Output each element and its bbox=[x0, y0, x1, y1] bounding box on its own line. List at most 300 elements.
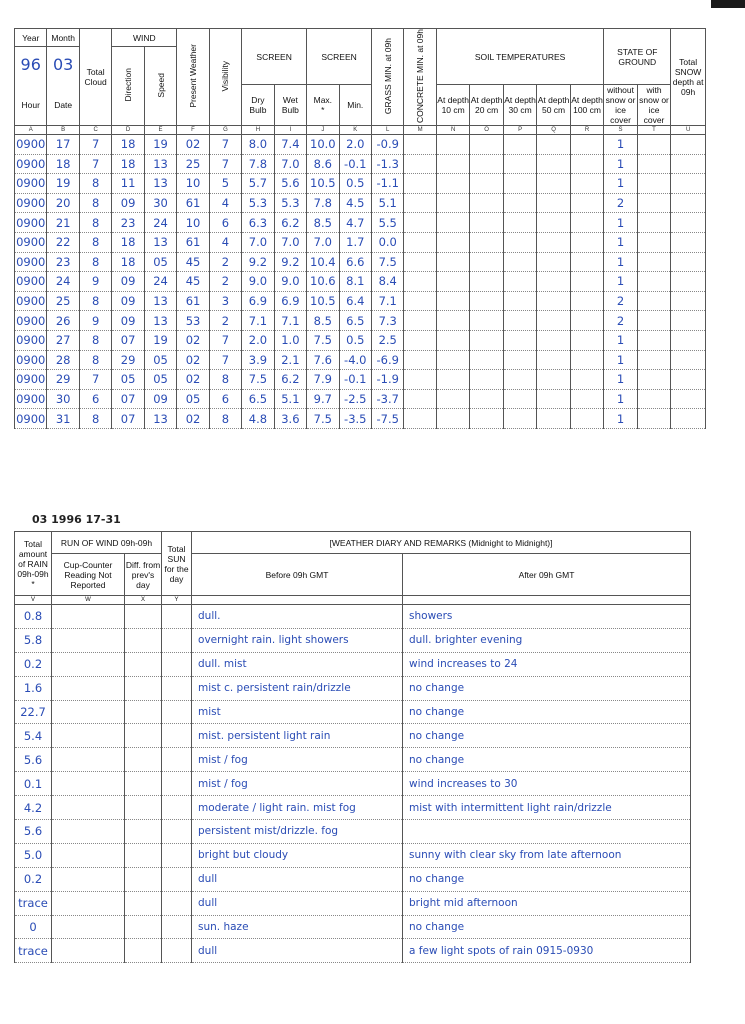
hour-header: Hour bbox=[15, 85, 47, 126]
column-letter: R bbox=[570, 126, 604, 135]
cell-date: 24 bbox=[47, 272, 79, 292]
cell-dry: 9.2 bbox=[242, 252, 274, 272]
empty-cell bbox=[125, 652, 162, 676]
empty-cell bbox=[470, 272, 503, 292]
observation-row bbox=[15, 330, 706, 350]
empty-cell bbox=[570, 174, 604, 194]
column-letter: O bbox=[470, 126, 503, 135]
cell-dry: 6.5 bbox=[242, 389, 274, 409]
cell-after: no change bbox=[403, 700, 691, 724]
empty-cell bbox=[436, 330, 469, 350]
empty-cell bbox=[125, 915, 162, 939]
soil-temps-header: SOIL TEMPERATURES bbox=[436, 29, 603, 85]
empty-cell bbox=[470, 232, 503, 252]
soil-depth-20: At depth 20 cm bbox=[470, 85, 503, 126]
cell-max: 8.5 bbox=[307, 213, 339, 233]
observation-row bbox=[15, 409, 706, 429]
column-letter: S bbox=[604, 126, 637, 135]
cell-hour: 0900 bbox=[15, 232, 47, 252]
cell-dir: 07 bbox=[112, 409, 144, 429]
cell-max: 7.9 bbox=[307, 370, 339, 390]
cell-rain: trace bbox=[15, 939, 52, 963]
min-header: Min. bbox=[339, 85, 371, 126]
empty-cell bbox=[436, 370, 469, 390]
cell-after: wind increases to 30 bbox=[403, 772, 691, 796]
empty-cell bbox=[671, 272, 706, 292]
empty-cell bbox=[570, 213, 604, 233]
cell-hour: 0900 bbox=[15, 174, 47, 194]
cell-speed: 13 bbox=[144, 174, 176, 194]
diff-header: Diff. from prev's day bbox=[125, 554, 162, 596]
cell-vis: 2 bbox=[209, 272, 241, 292]
cell-ground: 1 bbox=[604, 370, 637, 390]
empty-cell bbox=[404, 232, 436, 252]
empty-cell bbox=[162, 820, 192, 844]
diary-row bbox=[15, 676, 691, 700]
cell-date: 22 bbox=[47, 232, 79, 252]
cell-date: 21 bbox=[47, 213, 79, 233]
cell-ground: 1 bbox=[604, 330, 637, 350]
empty-cell bbox=[162, 700, 192, 724]
cell-before: bright but cloudy bbox=[192, 843, 403, 867]
cell-rain: 5.6 bbox=[15, 748, 52, 772]
empty-cell bbox=[162, 796, 192, 820]
cell-speed: 30 bbox=[144, 193, 176, 213]
empty-cell bbox=[162, 748, 192, 772]
cell-wet: 9.2 bbox=[274, 252, 306, 272]
observation-row bbox=[15, 154, 706, 174]
observation-row bbox=[15, 213, 706, 233]
cell-speed: 05 bbox=[144, 350, 176, 370]
diary-row bbox=[15, 939, 691, 963]
cell-dir: 18 bbox=[112, 252, 144, 272]
cell-max: 7.6 bbox=[307, 350, 339, 370]
empty-cell bbox=[637, 252, 670, 272]
empty-cell bbox=[162, 605, 192, 629]
empty-cell bbox=[52, 772, 125, 796]
visibility-header: Visibility bbox=[209, 29, 241, 126]
empty-cell bbox=[637, 213, 670, 233]
month-value: 03 bbox=[47, 47, 79, 85]
empty-cell bbox=[570, 154, 604, 174]
empty-cell bbox=[404, 291, 436, 311]
empty-cell bbox=[637, 311, 670, 331]
cell-cloud: 8 bbox=[79, 291, 111, 311]
empty-cell bbox=[470, 330, 503, 350]
cell-pw: 61 bbox=[177, 291, 209, 311]
cell-min: 6.6 bbox=[339, 252, 371, 272]
empty-cell bbox=[125, 628, 162, 652]
cell-dir: 18 bbox=[112, 232, 144, 252]
cell-dry: 7.5 bbox=[242, 370, 274, 390]
cell-date: 17 bbox=[47, 135, 79, 155]
run-of-wind-header: RUN OF WIND 09h-09h bbox=[52, 532, 162, 554]
empty-cell bbox=[470, 409, 503, 429]
empty-cell bbox=[503, 370, 536, 390]
cell-dry: 7.0 bbox=[242, 232, 274, 252]
empty-cell bbox=[503, 291, 536, 311]
empty-cell bbox=[162, 939, 192, 963]
cell-grass: 7.5 bbox=[372, 252, 404, 272]
cell-hour: 0900 bbox=[15, 330, 47, 350]
empty-cell bbox=[162, 652, 192, 676]
total-rain-header: Total amount of RAIN 09h-09h * bbox=[15, 532, 52, 596]
empty-cell bbox=[436, 154, 469, 174]
cell-dir: 07 bbox=[112, 330, 144, 350]
cell-after: no change bbox=[403, 867, 691, 891]
cell-cloud: 8 bbox=[79, 232, 111, 252]
soil-depth-30: At depth 30 cm bbox=[503, 85, 536, 126]
empty-cell bbox=[404, 193, 436, 213]
cell-max: 10.5 bbox=[307, 291, 339, 311]
cell-hour: 0900 bbox=[15, 193, 47, 213]
cell-grass: -1.9 bbox=[372, 370, 404, 390]
empty-cell bbox=[570, 272, 604, 292]
empty-cell bbox=[470, 291, 503, 311]
cell-vis: 5 bbox=[209, 174, 241, 194]
cell-after: dull. brighter evening bbox=[403, 628, 691, 652]
cell-dir: 18 bbox=[112, 154, 144, 174]
empty-cell bbox=[125, 820, 162, 844]
empty-cell bbox=[162, 676, 192, 700]
cell-before: sun. haze bbox=[192, 915, 403, 939]
empty-cell bbox=[637, 272, 670, 292]
cell-hour: 0900 bbox=[15, 291, 47, 311]
cell-rain: 0.2 bbox=[15, 652, 52, 676]
empty-cell bbox=[671, 213, 706, 233]
cell-vis: 4 bbox=[209, 193, 241, 213]
empty-cell bbox=[436, 252, 469, 272]
empty-cell bbox=[162, 772, 192, 796]
column-letter: D bbox=[112, 126, 144, 135]
cell-speed: 13 bbox=[144, 291, 176, 311]
cell-min: 2.0 bbox=[339, 135, 371, 155]
cell-max: 8.6 bbox=[307, 154, 339, 174]
cell-dir: 23 bbox=[112, 213, 144, 233]
cell-before: persistent mist/drizzle. fog bbox=[192, 820, 403, 844]
empty-cell bbox=[570, 193, 604, 213]
cell-speed: 24 bbox=[144, 213, 176, 233]
cell-before: mist bbox=[192, 700, 403, 724]
cell-cloud: 8 bbox=[79, 193, 111, 213]
cell-dir: 05 bbox=[112, 370, 144, 390]
empty-cell bbox=[52, 843, 125, 867]
year-value: 96 bbox=[15, 47, 47, 85]
cell-cloud: 8 bbox=[79, 252, 111, 272]
column-letter: A bbox=[15, 126, 47, 135]
cell-dry: 9.0 bbox=[242, 272, 274, 292]
cell-rain: 0.2 bbox=[15, 867, 52, 891]
diary-row bbox=[15, 867, 691, 891]
cell-rain: trace bbox=[15, 891, 52, 915]
cell-rain: 0 bbox=[15, 915, 52, 939]
observation-row bbox=[15, 389, 706, 409]
cell-hour: 0900 bbox=[15, 350, 47, 370]
cell-wet: 6.9 bbox=[274, 291, 306, 311]
empty-cell bbox=[671, 232, 706, 252]
empty-cell bbox=[125, 605, 162, 629]
empty-cell bbox=[503, 409, 536, 429]
empty-cell bbox=[52, 700, 125, 724]
cell-hour: 0900 bbox=[15, 311, 47, 331]
cell-hour: 0900 bbox=[15, 154, 47, 174]
cell-pw: 10 bbox=[177, 213, 209, 233]
cell-cloud: 7 bbox=[79, 154, 111, 174]
cell-date: 25 bbox=[47, 291, 79, 311]
cell-max: 10.5 bbox=[307, 174, 339, 194]
cell-cloud: 9 bbox=[79, 272, 111, 292]
empty-cell bbox=[436, 311, 469, 331]
cell-hour: 0900 bbox=[15, 135, 47, 155]
empty-cell bbox=[404, 135, 436, 155]
empty-cell bbox=[404, 154, 436, 174]
empty-cell bbox=[436, 272, 469, 292]
cell-dry: 8.0 bbox=[242, 135, 274, 155]
diary-row bbox=[15, 772, 691, 796]
cell-wet: 1.0 bbox=[274, 330, 306, 350]
cell-vis: 6 bbox=[209, 213, 241, 233]
cell-rain: 4.2 bbox=[15, 796, 52, 820]
empty-cell bbox=[470, 370, 503, 390]
diary-header: [WEATHER DIARY AND REMARKS (Midnight to Midnight)] bbox=[192, 532, 691, 554]
observation-row bbox=[15, 252, 706, 272]
cell-wet: 7.0 bbox=[274, 232, 306, 252]
cell-after: no change bbox=[403, 676, 691, 700]
without-snow-header: without snow or ice cover bbox=[605, 85, 636, 125]
cell-max: 8.5 bbox=[307, 311, 339, 331]
diary-row bbox=[15, 628, 691, 652]
cell-dir: 09 bbox=[112, 272, 144, 292]
empty-cell bbox=[125, 867, 162, 891]
year-header: Year bbox=[15, 29, 47, 47]
empty-cell bbox=[436, 409, 469, 429]
cell-rain: 0.1 bbox=[15, 772, 52, 796]
empty-cell bbox=[52, 652, 125, 676]
cell-speed: 05 bbox=[144, 252, 176, 272]
cell-dry: 2.0 bbox=[242, 330, 274, 350]
cell-pw: 61 bbox=[177, 193, 209, 213]
cell-date: 26 bbox=[47, 311, 79, 331]
cell-pw: 02 bbox=[177, 330, 209, 350]
cell-grass: 5.1 bbox=[372, 193, 404, 213]
empty-cell bbox=[436, 291, 469, 311]
soil-depth-100: At depth 100 cm bbox=[570, 85, 604, 126]
cell-cloud: 7 bbox=[79, 370, 111, 390]
cell-max: 7.5 bbox=[307, 409, 339, 429]
column-letter: M bbox=[404, 126, 436, 135]
cell-pw: 45 bbox=[177, 252, 209, 272]
empty-cell bbox=[503, 252, 536, 272]
cell-min: 8.1 bbox=[339, 272, 371, 292]
cell-dry: 5.3 bbox=[242, 193, 274, 213]
diary-row bbox=[15, 724, 691, 748]
cell-hour: 0900 bbox=[15, 272, 47, 292]
cell-after: wind increases to 24 bbox=[403, 652, 691, 676]
diary-row bbox=[15, 748, 691, 772]
cell-vis: 6 bbox=[209, 389, 241, 409]
empty-cell bbox=[162, 915, 192, 939]
empty-cell bbox=[637, 193, 670, 213]
column-letter: U bbox=[671, 126, 706, 135]
empty-cell bbox=[503, 213, 536, 233]
cell-speed: 13 bbox=[144, 311, 176, 331]
column-letter: G bbox=[209, 126, 241, 135]
cell-after: no change bbox=[403, 748, 691, 772]
cell-dry: 4.8 bbox=[242, 409, 274, 429]
empty-cell bbox=[52, 915, 125, 939]
column-letter: K bbox=[339, 126, 371, 135]
column-letter: J bbox=[307, 126, 339, 135]
cell-date: 20 bbox=[47, 193, 79, 213]
empty-cell bbox=[671, 350, 706, 370]
empty-cell bbox=[125, 772, 162, 796]
empty-cell bbox=[537, 350, 570, 370]
empty-cell bbox=[503, 174, 536, 194]
column-letter: Q bbox=[537, 126, 570, 135]
empty-cell bbox=[503, 330, 536, 350]
cell-date: 29 bbox=[47, 370, 79, 390]
empty-cell bbox=[503, 272, 536, 292]
column-letter: N bbox=[436, 126, 469, 135]
empty-cell bbox=[404, 409, 436, 429]
cell-pw: 02 bbox=[177, 135, 209, 155]
empty-cell bbox=[537, 174, 570, 194]
empty-cell bbox=[637, 409, 670, 429]
diary-row bbox=[15, 796, 691, 820]
cell-dir: 11 bbox=[112, 174, 144, 194]
observation-row bbox=[15, 272, 706, 292]
observation-row bbox=[15, 370, 706, 390]
cell-pw: 02 bbox=[177, 350, 209, 370]
cell-grass: -6.9 bbox=[372, 350, 404, 370]
empty-cell bbox=[570, 252, 604, 272]
cell-grass: -0.9 bbox=[372, 135, 404, 155]
empty-cell bbox=[125, 676, 162, 700]
wet-bulb-header: Wet Bulb bbox=[274, 85, 306, 126]
cell-rain: 5.6 bbox=[15, 820, 52, 844]
diary-row bbox=[15, 843, 691, 867]
observation-row bbox=[15, 291, 706, 311]
cell-wet: 7.4 bbox=[274, 135, 306, 155]
column-letter: V bbox=[15, 596, 52, 605]
empty-cell bbox=[671, 330, 706, 350]
empty-cell bbox=[404, 370, 436, 390]
empty-cell bbox=[671, 135, 706, 155]
empty-cell bbox=[503, 193, 536, 213]
cell-grass: -1.1 bbox=[372, 174, 404, 194]
total-sun-header: Total SUN for the day bbox=[162, 532, 192, 596]
cell-max: 7.5 bbox=[307, 330, 339, 350]
cell-grass: 5.5 bbox=[372, 213, 404, 233]
empty-cell bbox=[162, 867, 192, 891]
cell-dir: 18 bbox=[112, 135, 144, 155]
cell-vis: 8 bbox=[209, 409, 241, 429]
cell-min: -3.5 bbox=[339, 409, 371, 429]
cell-grass: -3.7 bbox=[372, 389, 404, 409]
cell-vis: 7 bbox=[209, 330, 241, 350]
cell-dry: 6.3 bbox=[242, 213, 274, 233]
cell-rain: 22.7 bbox=[15, 700, 52, 724]
empty-cell bbox=[436, 232, 469, 252]
empty-cell bbox=[537, 252, 570, 272]
empty-cell bbox=[537, 213, 570, 233]
empty-cell bbox=[470, 135, 503, 155]
cell-after: a few light spots of rain 0915-0930 bbox=[403, 939, 691, 963]
empty-cell bbox=[570, 232, 604, 252]
cell-wet: 5.3 bbox=[274, 193, 306, 213]
cell-rain: 5.0 bbox=[15, 843, 52, 867]
cell-cloud: 8 bbox=[79, 330, 111, 350]
cell-wet: 7.1 bbox=[274, 311, 306, 331]
column-letter: X bbox=[125, 596, 162, 605]
observation-row bbox=[15, 311, 706, 331]
cell-before: dull bbox=[192, 867, 403, 891]
cell-vis: 3 bbox=[209, 291, 241, 311]
total-cloud-header: Total Cloud bbox=[79, 29, 111, 126]
empty-cell bbox=[470, 213, 503, 233]
cell-date: 31 bbox=[47, 409, 79, 429]
month-header: Month bbox=[47, 29, 79, 47]
cell-pw: 10 bbox=[177, 174, 209, 194]
cell-max: 7.0 bbox=[307, 232, 339, 252]
column-letter: E bbox=[144, 126, 176, 135]
cell-vis: 4 bbox=[209, 232, 241, 252]
diary-row bbox=[15, 700, 691, 724]
diary-row bbox=[15, 891, 691, 915]
column-letter: W bbox=[52, 596, 125, 605]
cell-speed: 09 bbox=[144, 389, 176, 409]
period-label: 03 1996 17-31 bbox=[32, 513, 121, 526]
cell-dry: 7.1 bbox=[242, 311, 274, 331]
empty-cell bbox=[470, 174, 503, 194]
column-letter bbox=[192, 596, 403, 605]
cell-max: 7.8 bbox=[307, 193, 339, 213]
empty-cell bbox=[503, 135, 536, 155]
empty-cell bbox=[671, 311, 706, 331]
diary-row bbox=[15, 820, 691, 844]
empty-cell bbox=[671, 154, 706, 174]
cell-min: -4.0 bbox=[339, 350, 371, 370]
cell-grass: 7.3 bbox=[372, 311, 404, 331]
empty-cell bbox=[503, 389, 536, 409]
empty-cell bbox=[637, 232, 670, 252]
screen-header-1: SCREEN bbox=[242, 29, 307, 85]
empty-cell bbox=[537, 154, 570, 174]
cell-ground: 1 bbox=[604, 174, 637, 194]
cell-dir: 09 bbox=[112, 291, 144, 311]
cell-speed: 13 bbox=[144, 154, 176, 174]
cell-max: 9.7 bbox=[307, 389, 339, 409]
cell-grass: 7.1 bbox=[372, 291, 404, 311]
empty-cell bbox=[404, 174, 436, 194]
empty-cell bbox=[404, 252, 436, 272]
cell-speed: 19 bbox=[144, 330, 176, 350]
screen-header-2: SCREEN bbox=[307, 29, 372, 85]
cell-dir: 29 bbox=[112, 350, 144, 370]
cell-pw: 61 bbox=[177, 232, 209, 252]
empty-cell bbox=[436, 350, 469, 370]
cell-hour: 0900 bbox=[15, 409, 47, 429]
cell-vis: 7 bbox=[209, 154, 241, 174]
cell-rain: 1.6 bbox=[15, 676, 52, 700]
empty-cell bbox=[436, 174, 469, 194]
empty-cell bbox=[404, 350, 436, 370]
cell-vis: 7 bbox=[209, 350, 241, 370]
soil-depth-50: At depth 50 cm bbox=[537, 85, 570, 126]
cell-speed: 13 bbox=[144, 232, 176, 252]
empty-cell bbox=[436, 135, 469, 155]
empty-cell bbox=[125, 891, 162, 915]
